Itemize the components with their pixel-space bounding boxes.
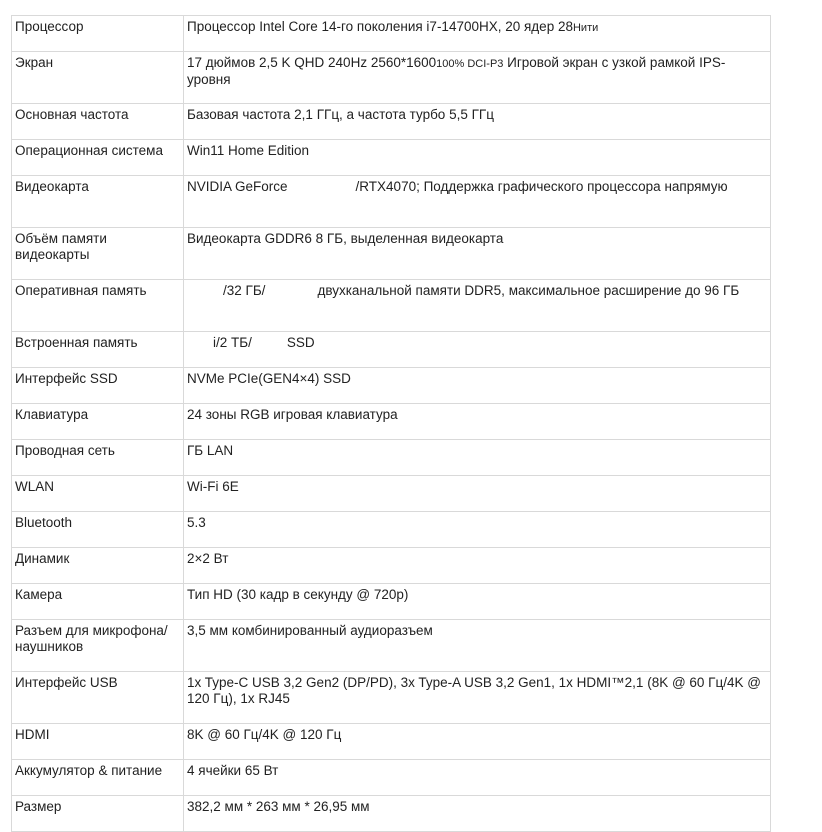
spec-label: Разъем для микрофона/наушников: [12, 620, 184, 672]
spec-value: [184, 16, 771, 52]
spec-value: Видеокарта GDDR6 8 ГБ, выделенная видеокарта: [184, 228, 771, 280]
spec-value-text: і/2 ТБ/: [213, 335, 252, 350]
spec-value-suffix: Нити: [572, 22, 599, 34]
table-row-size: [12, 796, 771, 832]
spec-value: Wi-Fi 6E: [184, 476, 771, 512]
spec-label: Камера: [12, 584, 184, 620]
table-row-wired-network: [12, 440, 771, 476]
spec-value-text: 17 дюймов 2,5 K QHD 240Hz 2560*1600: [187, 55, 437, 70]
spec-value: [184, 176, 771, 228]
spec-value: 382,2 мм * 263 мм * 26,95 мм: [184, 796, 771, 832]
table-row-bluetooth: [12, 512, 771, 548]
spec-value: 1x Type-C USB 3,2 Gen2 (DP/PD), 3x Type-A USB 3,2 Gen1, 1x HDMI™2,1 (8K @ 60 Гц/4K @ 120 Гц), 1x RJ45: [184, 672, 771, 724]
spec-label: Динамик: [12, 548, 184, 584]
table-row-camera: [12, 584, 771, 620]
table-row-ssd-interface: [12, 368, 771, 404]
spec-label: HDMI: [12, 724, 184, 760]
spec-value: Базовая частота 2,1 ГГц, а частота турбо 5,5 ГГц: [184, 104, 771, 140]
table-row-battery: [12, 760, 771, 796]
table-row-ram: [12, 280, 771, 332]
spec-value: 2×2 Вт: [184, 548, 771, 584]
spec-value-text-rest: SSD: [286, 335, 315, 350]
spec-label: Операционная система: [12, 140, 184, 176]
table-row-base-frequency: [12, 104, 771, 140]
spec-label: Основная частота: [12, 104, 184, 140]
spec-value: 8K @ 60 Гц/4K @ 120 Гц: [184, 724, 771, 760]
spec-value: ГБ LAN: [184, 440, 771, 476]
spec-value-text: Процессор Intel Core 14-го поколения i7-14700HX, 20 ядер 28: [187, 19, 573, 34]
spec-value: [184, 332, 771, 368]
table-row-wlan: [12, 476, 771, 512]
spec-label: Экран: [12, 52, 184, 104]
spec-value-text-rest: двухканальной памяти DDR5, максимальное расширение до 96 ГБ: [317, 283, 740, 298]
spec-value-text-rest: Игровой экран с узкой рамкой IPS-уровня: [187, 55, 726, 87]
spec-value-text: /32 ГБ/: [223, 283, 266, 298]
spec-label: Проводная сеть: [12, 440, 184, 476]
spec-value: Win11 Home Edition: [184, 140, 771, 176]
specs-table: [11, 15, 771, 832]
spec-value-text: NVIDIA GeForce: [187, 179, 288, 194]
spec-label: Объём памяти видеокарты: [12, 228, 184, 280]
table-row-screen: [12, 52, 771, 104]
table-row-storage: [12, 332, 771, 368]
spec-label: Видеокарта: [12, 176, 184, 228]
table-row-vram: [12, 228, 771, 280]
spec-value: 5.3: [184, 512, 771, 548]
spec-label: Интерфейс USB: [12, 672, 184, 724]
spec-value: [184, 52, 771, 104]
spec-label: Аккумулятор & питание: [12, 760, 184, 796]
spec-value: NVMe PCIe(GEN4×4) SSD: [184, 368, 771, 404]
spec-value: Тип HD (30 кадр в секунду @ 720p): [184, 584, 771, 620]
table-row-speaker: [12, 548, 771, 584]
specs-container: [11, 15, 770, 832]
spec-label: Встроенная память: [12, 332, 184, 368]
spec-label: Клавиатура: [12, 404, 184, 440]
table-row-gpu: [12, 176, 771, 228]
spec-label: Процессор: [12, 16, 184, 52]
spec-label: WLAN: [12, 476, 184, 512]
spec-label: Bluetooth: [12, 512, 184, 548]
spec-value: 3,5 мм комбинированный аудиоразъем: [184, 620, 771, 672]
table-row-keyboard: [12, 404, 771, 440]
spec-label: Интерфейс SSD: [12, 368, 184, 404]
table-row-audio-jack: [12, 620, 771, 672]
table-row-usb: [12, 672, 771, 724]
spec-value: 24 зоны RGB игровая клавиатура: [184, 404, 771, 440]
spec-label: Оперативная память: [12, 280, 184, 332]
spec-label: Размер: [12, 796, 184, 832]
table-row-hdmi: [12, 724, 771, 760]
spec-value-color-gamut: 100% DCI-P3: [436, 58, 504, 70]
table-row-processor: [12, 16, 771, 52]
table-row-os: [12, 140, 771, 176]
spec-value: 4 ячейки 65 Вт: [184, 760, 771, 796]
spec-value-text-rest: /RTX4070; Поддержка графического процессора напрямую: [355, 179, 728, 194]
spec-value: [184, 280, 771, 332]
